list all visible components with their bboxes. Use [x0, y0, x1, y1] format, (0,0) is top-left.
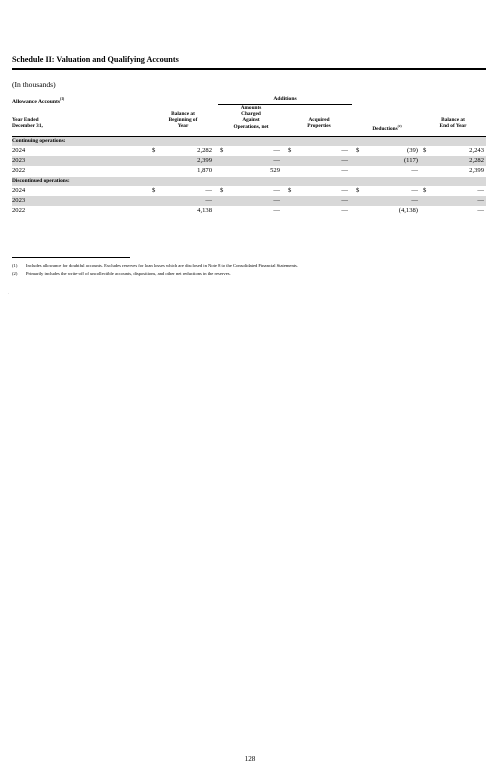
year-cell: 2023	[12, 197, 26, 204]
charged-cell: —	[273, 187, 280, 194]
table-row	[12, 166, 486, 176]
table-row-shaded	[12, 156, 486, 166]
currency-symbol: $	[356, 187, 360, 194]
end-balance-cell: 2,399	[469, 167, 484, 174]
title-rule	[12, 68, 486, 70]
header-line: Amounts	[240, 105, 262, 111]
header-amounts-charged	[218, 105, 284, 130]
acquired-cell: —	[341, 147, 348, 154]
header-year-ended	[12, 117, 43, 129]
year-cell: 2022	[12, 207, 26, 214]
header-line: December 31,	[12, 123, 43, 130]
begin-balance-cell: 2,399	[197, 157, 212, 164]
currency-symbol: $	[423, 147, 427, 154]
footnote-number: (1)	[12, 263, 18, 268]
section-label: Continuing operations:	[12, 138, 66, 144]
table-row	[12, 146, 486, 156]
header-balance-beginning	[150, 111, 216, 130]
section-label: Discontinued operations:	[12, 178, 70, 184]
acquired-cell: —	[341, 167, 348, 174]
begin-balance-cell: 4,138	[197, 207, 212, 214]
deductions-cell: (4,138)	[398, 207, 418, 214]
footnote-rule	[12, 257, 130, 258]
header-deductions	[354, 123, 420, 132]
acquired-cell: —	[341, 157, 348, 164]
currency-symbol: $	[220, 187, 224, 194]
header-line: Properties	[307, 123, 331, 130]
header-line: Balance at	[171, 111, 195, 117]
table-row-shaded	[12, 196, 486, 206]
currency-symbol: $	[423, 187, 427, 194]
end-balance-cell: 2,282	[469, 157, 484, 164]
begin-balance-cell: —	[205, 187, 212, 194]
header-line: Year Ended	[12, 117, 39, 123]
allowance-label-text: Allowance Accounts	[12, 98, 61, 105]
footnote-2	[12, 271, 231, 277]
deductions-cell: (39)	[407, 147, 418, 154]
footnote-number: (2)	[12, 271, 18, 276]
begin-balance-cell: 2,282	[197, 147, 212, 154]
deductions-footnote-ref: (2)	[397, 124, 402, 128]
acquired-cell: —	[341, 207, 348, 214]
currency-symbol: $	[152, 147, 156, 154]
table-row	[12, 206, 486, 216]
header-line: Beginning of	[168, 117, 198, 124]
begin-balance-cell: —	[205, 197, 212, 204]
deductions-label: Deductions	[372, 125, 398, 132]
header-line: Operations, net	[233, 123, 269, 130]
currency-symbol: $	[220, 147, 224, 154]
allowance-footnote-ref: (1)	[60, 97, 65, 101]
additions-header: Additions	[273, 96, 297, 102]
schedule-title: Schedule II: Valuation and Qualifying Accounts	[12, 55, 179, 64]
end-balance-cell: —	[477, 207, 484, 214]
header-line: Balance at	[441, 117, 465, 123]
acquired-cell: —	[341, 197, 348, 204]
charged-cell: —	[273, 157, 280, 164]
header-line: End of Year	[439, 123, 467, 130]
acquired-cell: —	[341, 187, 348, 194]
allowance-accounts-label	[12, 97, 64, 105]
footnote-1	[12, 263, 298, 269]
header-acquired-properties	[286, 117, 352, 129]
charged-cell: —	[273, 147, 280, 154]
year-cell: 2023	[12, 157, 26, 164]
footnote-text: Includes allowance for doubtful accounts. Excludes reserves for loan losses which are disclosed in Note 8 to the Consolidated Financial Statements.	[26, 263, 298, 268]
deductions-cell: —	[411, 187, 418, 194]
units-note: (In thousands)	[12, 80, 56, 89]
header-line: Year	[177, 123, 189, 130]
year-cell: 2022	[12, 167, 26, 174]
currency-symbol: $	[288, 147, 292, 154]
footnote-text: Primarily includes the write-off of uncollectible accounts, dispositions, and other net reductions in the reserves.	[26, 271, 231, 276]
currency-symbol: $	[356, 147, 360, 154]
begin-balance-cell: 1,870	[197, 167, 212, 174]
charged-cell: —	[273, 207, 280, 214]
section-band-continuing	[12, 137, 486, 146]
charged-cell: —	[273, 197, 280, 204]
header-line: Against	[242, 117, 260, 124]
deductions-cell: —	[411, 167, 418, 174]
header-balance-end	[420, 117, 486, 129]
deductions-cell: —	[411, 197, 418, 204]
end-balance-cell: 2,243	[469, 147, 484, 154]
page-number: 128	[244, 755, 256, 763]
stray-mark: .	[8, 290, 9, 295]
end-balance-cell: —	[477, 187, 484, 194]
year-cell: 2024	[12, 147, 26, 154]
currency-symbol: $	[288, 187, 292, 194]
currency-symbol: $	[152, 187, 156, 194]
header-line: Acquired	[308, 117, 330, 123]
section-band-discontinued	[12, 177, 486, 186]
header-line: Charged	[241, 111, 261, 118]
end-balance-cell: —	[477, 197, 484, 204]
year-cell: 2024	[12, 187, 26, 194]
charged-cell: 529	[270, 167, 280, 174]
table-row	[12, 186, 486, 196]
deductions-cell: (117)	[403, 157, 418, 164]
